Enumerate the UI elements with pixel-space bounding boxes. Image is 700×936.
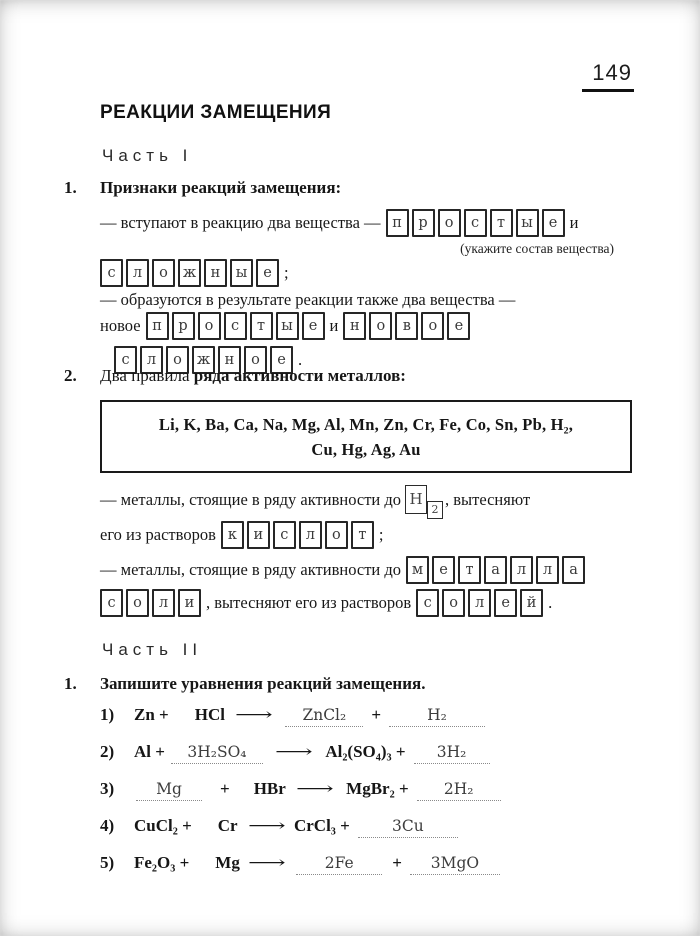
answer-blank xyxy=(136,779,202,801)
equation-term: Al + xyxy=(134,742,165,761)
rule-2-line-2 xyxy=(100,586,640,620)
answer-cell: л xyxy=(510,556,533,584)
answer-cell: л xyxy=(299,521,322,549)
answer-cell: л xyxy=(468,589,491,617)
answer-cell: е xyxy=(256,259,279,287)
answer-cell: к xyxy=(221,521,244,549)
answer-blank xyxy=(296,853,382,875)
answer-cell: с xyxy=(464,209,487,237)
feature-line-1-text: — вступают в реакцию два вещества — xyxy=(100,213,381,232)
feature-line-4-mid: и xyxy=(329,316,339,335)
equation-term: CrCl₃ + xyxy=(293,816,350,835)
equation-number: 3) xyxy=(100,779,115,798)
equation-row-2 xyxy=(100,742,660,771)
rule-2-mid: , вытесняют его из растворов xyxy=(206,593,412,612)
answer-cell: т xyxy=(490,209,513,237)
rule-1-line-1 xyxy=(100,483,640,519)
equation-plus: + xyxy=(220,779,230,798)
rule-2-line-1 xyxy=(100,553,640,587)
answer-cell: а xyxy=(562,556,585,584)
answer-boxes-simple-2 xyxy=(146,312,325,340)
answer-boxes-salts xyxy=(416,589,543,617)
equation-term: Zn + xyxy=(134,705,169,724)
rule-1-line-2 xyxy=(100,518,640,552)
answer-blank xyxy=(171,742,263,764)
answer-cell: т xyxy=(458,556,481,584)
answer-box-hydrogen: H xyxy=(405,485,427,514)
part-2-item-1-heading: Запишите уравнения реакций замещения. xyxy=(100,674,426,693)
handwritten-answer: 2H₂ xyxy=(443,780,474,798)
page-number: 149 xyxy=(582,60,634,92)
answer-cell: ы xyxy=(516,209,539,237)
handwritten-answer: 3H₂ xyxy=(436,743,467,761)
answer-cell: с xyxy=(416,589,439,617)
answer-cell: а xyxy=(484,556,507,584)
handwritten-answer: Mg xyxy=(156,780,182,798)
answer-cell: в xyxy=(395,312,418,340)
answer-cell: с xyxy=(273,521,296,549)
activity-series-line-2: Cu, Hg, Ag, Au xyxy=(311,439,421,459)
feature-line-4-prefix: новое xyxy=(100,316,141,335)
activity-series-box xyxy=(100,400,632,473)
answer-cell: о xyxy=(152,259,175,287)
answer-blank xyxy=(410,853,500,875)
answer-cell: о xyxy=(166,346,189,374)
equation-number: 2) xyxy=(100,742,115,761)
feature-line-2 xyxy=(100,256,640,290)
answer-blank xyxy=(417,779,501,801)
answer-cell: с xyxy=(100,259,123,287)
answer-cell: о xyxy=(442,589,465,617)
part-2-item-1-number: 1. xyxy=(64,674,77,693)
answer-cell: о xyxy=(325,521,348,549)
answer-cell: ы xyxy=(230,259,253,287)
equation-row-3 xyxy=(100,779,660,808)
answer-cell: м xyxy=(406,556,429,584)
answer-cell: п xyxy=(386,209,409,237)
feature-line-1-suffix: и xyxy=(569,213,579,232)
answer-cell: л xyxy=(126,259,149,287)
answer-cell: н xyxy=(218,346,241,374)
feature-line-4-punct: . xyxy=(298,350,303,369)
feature-line-2-punct: ; xyxy=(284,263,289,282)
answer-blank xyxy=(358,816,458,838)
handwritten-answer: 3Cu xyxy=(391,817,424,835)
answer-blank xyxy=(285,705,363,727)
answer-boxes-acids xyxy=(221,521,374,549)
answer-cell: о xyxy=(126,589,149,617)
handwritten-answer: H₂ xyxy=(427,706,447,724)
answer-cell: п xyxy=(146,312,169,340)
equation-term: CuCl₂ + xyxy=(134,816,192,835)
answer-cell: е xyxy=(542,209,565,237)
rule-2-prefix: — металлы, стоящие в ряду активности до xyxy=(100,560,402,579)
item-2-heading xyxy=(100,366,406,386)
answer-cell: ж xyxy=(178,259,201,287)
equations-list xyxy=(100,705,660,882)
answer-cell: н xyxy=(204,259,227,287)
answer-cell: с xyxy=(114,346,137,374)
answer-cell: т xyxy=(351,521,374,549)
item-1-number: 1. xyxy=(64,178,77,197)
item-1-heading: Признаки реакций замещения: xyxy=(100,178,342,197)
answer-cell: о xyxy=(198,312,221,340)
answer-cell: о xyxy=(421,312,444,340)
rule-2-punct: . xyxy=(548,593,553,612)
answer-blank xyxy=(389,705,485,727)
rule-1-suffix: , вытесняют xyxy=(445,490,531,509)
hint-caption: (укажите состав вещества) xyxy=(460,241,614,256)
answer-cell: ы xyxy=(276,312,299,340)
equation-term: HCl xyxy=(194,705,225,724)
equation-term: Mg xyxy=(215,853,240,872)
answer-cell: е xyxy=(447,312,470,340)
item-2-heading-bold: ряда активности металлов: xyxy=(193,366,406,385)
reaction-arrow: ⟶ xyxy=(295,779,334,798)
feature-line-1 xyxy=(100,206,640,240)
answer-cell: т xyxy=(250,312,273,340)
answer-blank xyxy=(414,742,490,764)
answer-cell: л xyxy=(140,346,163,374)
answer-boxes-complex xyxy=(100,259,279,287)
item-2-number: 2. xyxy=(64,366,77,385)
answer-cell: с xyxy=(224,312,247,340)
equation-plus: + xyxy=(371,705,382,724)
equation-term: MgBr₂ + xyxy=(346,779,409,798)
answer-cell: л xyxy=(152,589,175,617)
answer-cell: й xyxy=(520,589,543,617)
answer-cell: н xyxy=(343,312,366,340)
handwritten-answer: 3MgO xyxy=(430,854,480,872)
equation-number: 5) xyxy=(100,853,115,872)
answer-cell: и xyxy=(178,589,201,617)
reaction-arrow: ⟶ xyxy=(247,853,286,872)
answer-boxes-new xyxy=(343,312,470,340)
answer-cell: л xyxy=(536,556,559,584)
equation-number: 4) xyxy=(100,816,115,835)
rule-1-prefix: — металлы, стоящие в ряду активности до xyxy=(100,490,402,509)
handwritten-answer: 2Fe xyxy=(324,854,354,872)
equation-row-1 xyxy=(100,705,660,734)
part-2-label: Часть II xyxy=(102,640,203,659)
answer-cell: и xyxy=(247,521,270,549)
answer-cell: о xyxy=(438,209,461,237)
rule-1-punct: ; xyxy=(378,525,384,544)
answer-boxes-simple xyxy=(386,209,565,237)
equation-plus: + xyxy=(392,853,402,872)
handwritten-answer: 3H₂SO₄ xyxy=(187,743,247,761)
answer-cell: е xyxy=(270,346,293,374)
equation-term: Fe₂O₃ + xyxy=(134,853,190,872)
handwritten-answer: ZnCl₂ xyxy=(302,706,347,724)
reaction-arrow: ⟶ xyxy=(274,742,313,761)
answer-boxes-salt xyxy=(100,589,201,617)
equation-number: 1) xyxy=(100,705,115,724)
answer-cell: р xyxy=(172,312,195,340)
page-title: РЕАКЦИИ ЗАМЕЩЕНИЯ xyxy=(100,102,332,123)
answer-cell: е xyxy=(432,556,455,584)
equation-term: Cr xyxy=(217,816,238,835)
activity-series-line-1: Li, K, Ba, Ca, Na, Mg, Al, Mn, Zn, Cr, Fe, Co, Sn, Pb, H₂, xyxy=(158,414,574,434)
answer-cell: р xyxy=(412,209,435,237)
reaction-arrow: ⟶ xyxy=(247,816,286,835)
answer-cell: о xyxy=(369,312,392,340)
reaction-arrow: ⟶ xyxy=(234,705,273,724)
rule-1-line-2-text: его из растворов xyxy=(100,525,216,544)
answer-cell: е xyxy=(494,589,517,617)
answer-cell: е xyxy=(302,312,325,340)
answer-cell: с xyxy=(100,589,123,617)
equation-row-5 xyxy=(100,853,660,882)
equation-row-4 xyxy=(100,816,660,845)
item-2-heading-regular: Два правила xyxy=(100,366,190,385)
equation-term: Al₂(SO₄)₃ + xyxy=(325,742,406,761)
part-1-label: Часть I xyxy=(102,146,193,165)
answer-cell: о xyxy=(244,346,267,374)
feature-line-3: — образуются в результате реакции также два вещества — xyxy=(100,290,516,309)
equation-term: HBr xyxy=(253,779,286,798)
answer-box-hydrogen-sub: 2 xyxy=(427,501,443,519)
answer-boxes-metal xyxy=(406,556,585,584)
answer-cell: ж xyxy=(192,346,215,374)
